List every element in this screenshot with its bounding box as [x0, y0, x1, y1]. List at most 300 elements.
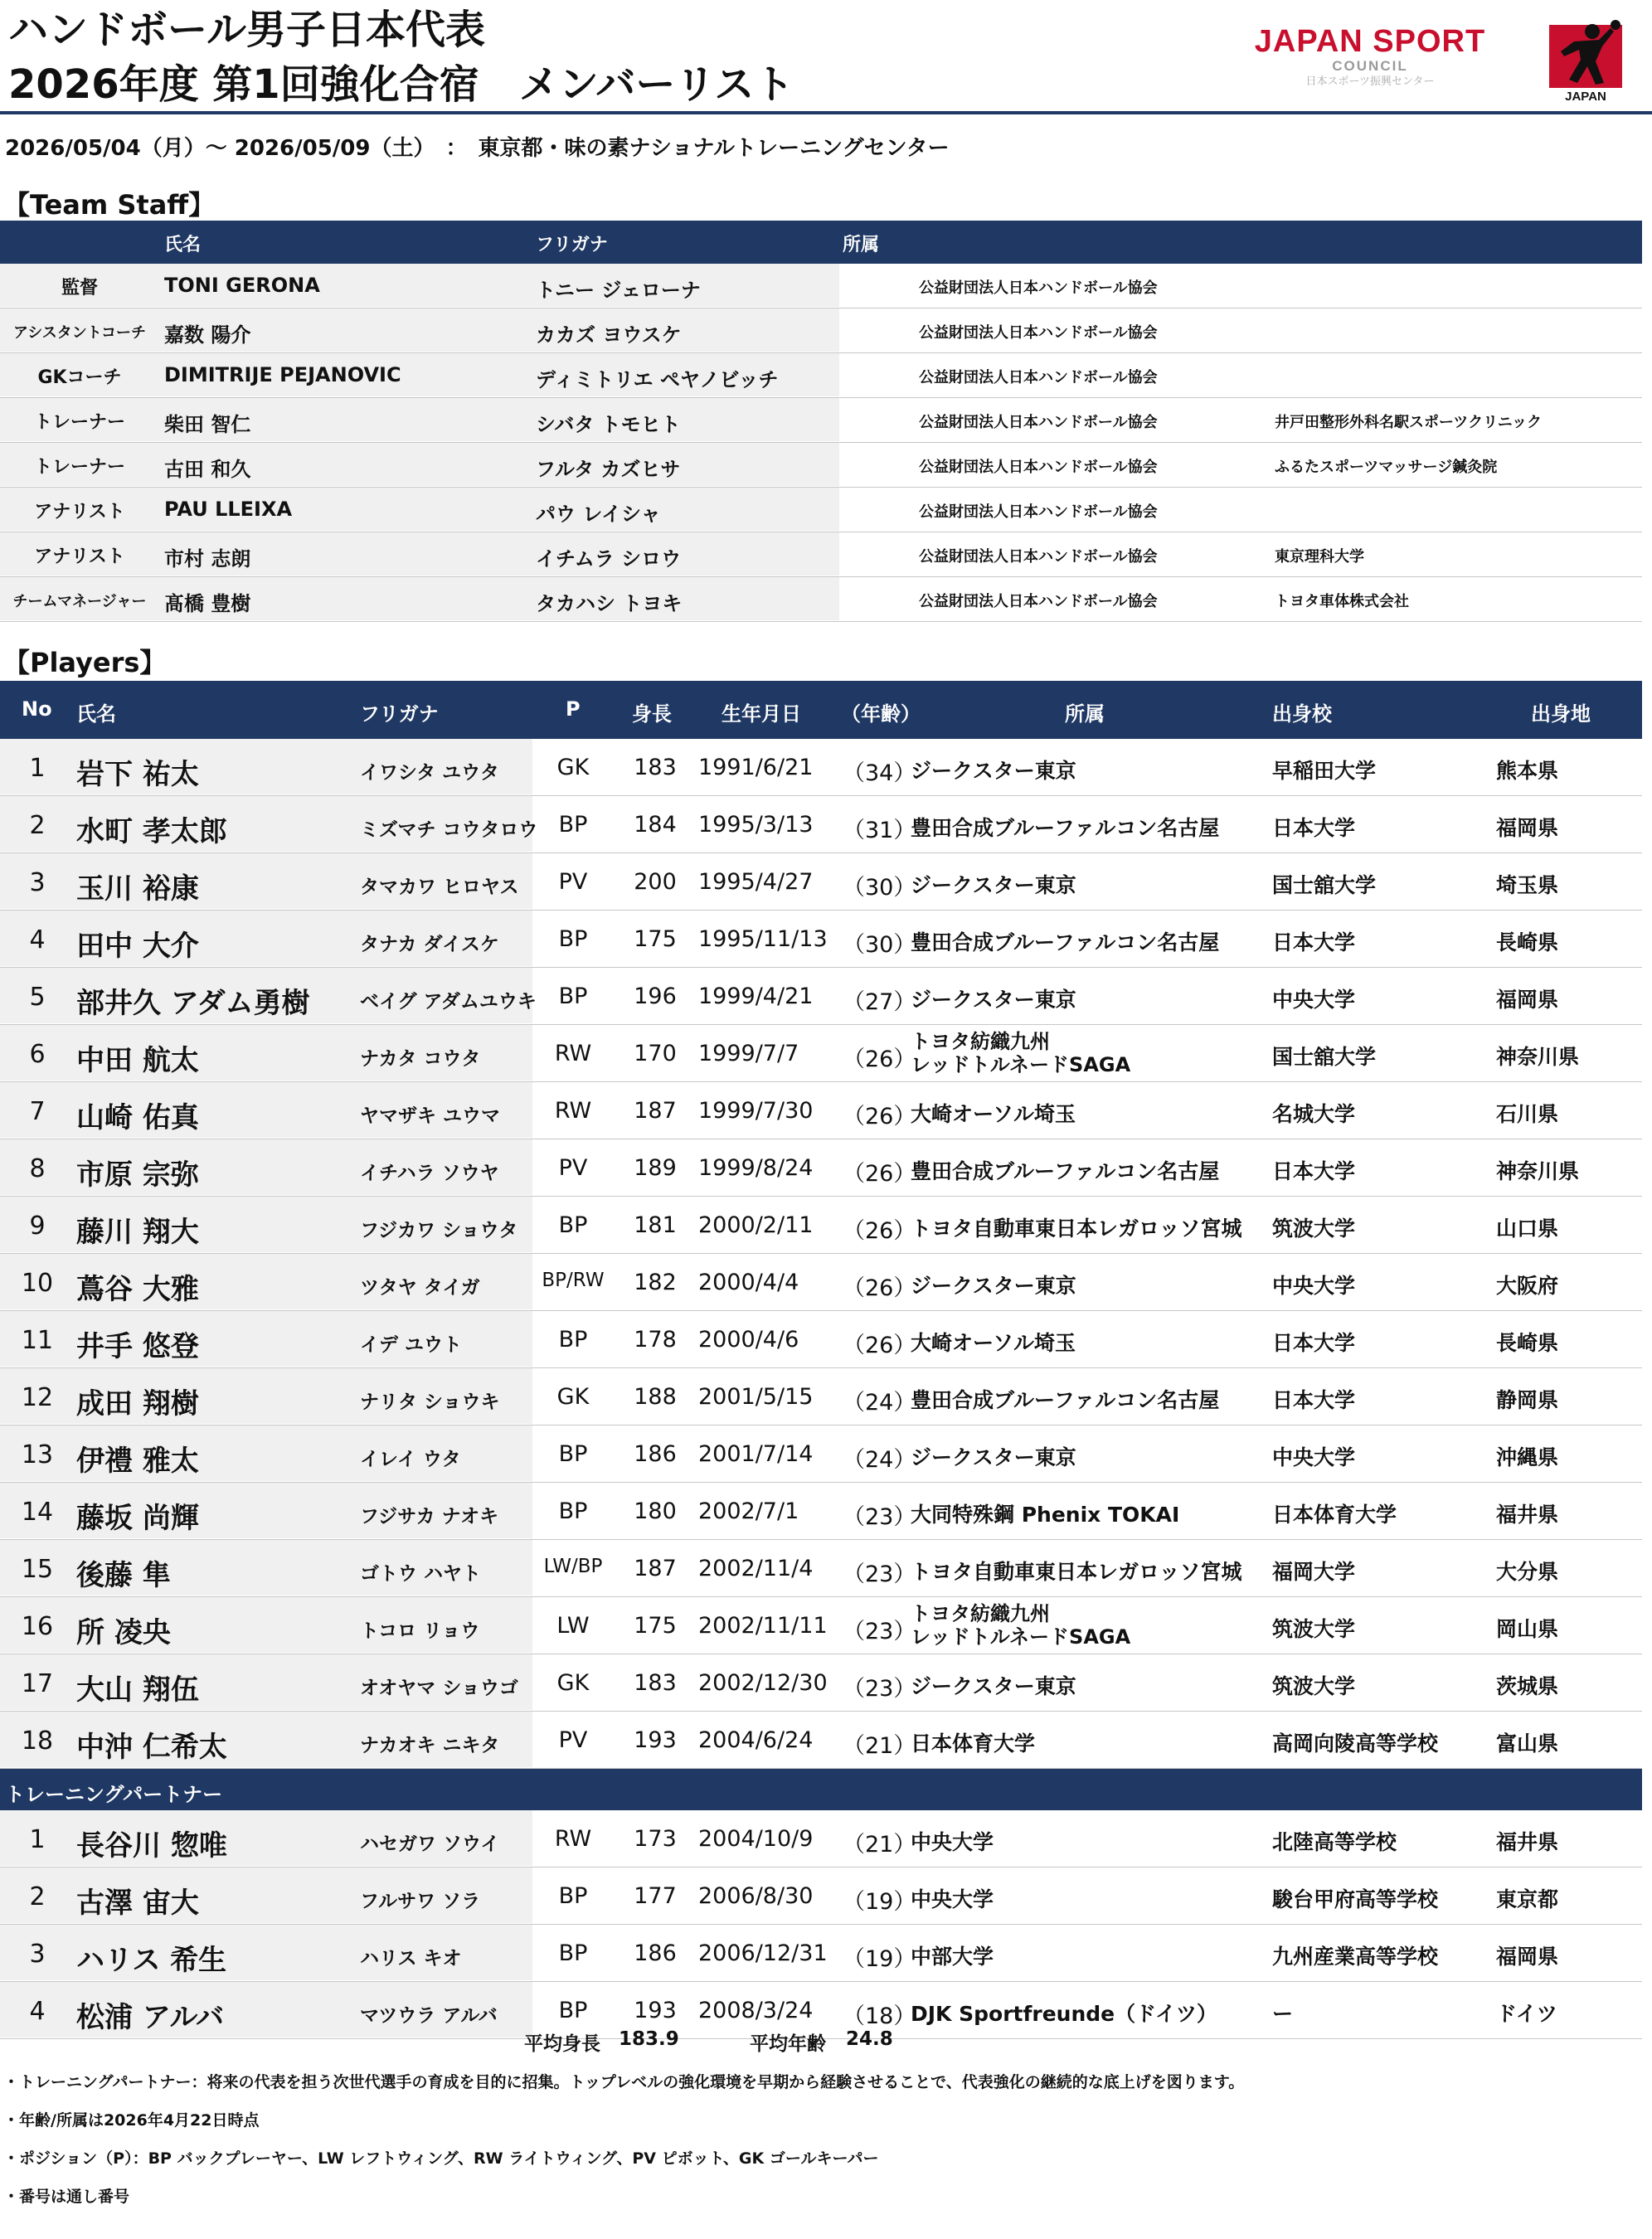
player-school: 日本大学: [1272, 930, 1356, 954]
player-name: 山崎 佑真: [76, 1101, 199, 1134]
player-row: [0, 1925, 1642, 1982]
player-row: [0, 739, 1642, 796]
player-position: RW: [554, 1826, 592, 1852]
player-hometown: 静岡県: [1496, 1388, 1559, 1412]
player-club: 日本体育大学: [911, 1731, 1036, 1756]
staff-role: トレーナー: [33, 412, 125, 433]
player-position: BP: [558, 1998, 588, 2023]
player-name: 蔦谷 大雅: [76, 1273, 199, 1306]
player-hometown: 東京都: [1496, 1887, 1559, 1911]
federation-logo: [1543, 12, 1629, 103]
player-age: （24）: [843, 1447, 916, 1473]
player-height: 173: [634, 1826, 677, 1852]
player-name: 玉川 裕康: [76, 872, 199, 906]
player-dob: 2004/6/24: [698, 1727, 814, 1753]
player-height: 170: [634, 1041, 677, 1066]
player-row: [0, 1025, 1642, 1082]
player-school: 筑波大学: [1272, 1617, 1356, 1641]
player-number: 7: [29, 1097, 46, 1126]
staff-affiliation: 公益財団法人日本ハンドボール協会: [919, 459, 1158, 476]
player-position: BP: [558, 1883, 588, 1909]
player-age: （31）: [843, 818, 916, 843]
staff-table-header: [0, 221, 1642, 264]
player-hometown: 埼玉県: [1496, 873, 1559, 897]
player-position: BP/RW: [542, 1270, 605, 1291]
player-position: BP: [558, 984, 588, 1009]
player-row: [0, 1311, 1642, 1368]
player-position: RW: [554, 1041, 592, 1066]
player-number: 4: [29, 1997, 46, 2026]
player-age: （26）: [843, 1047, 916, 1072]
staff-affiliation-2: トヨタ車体株式会社: [1275, 593, 1409, 610]
player-school: 日本大学: [1272, 816, 1356, 840]
player-number: 13: [21, 1440, 54, 1469]
staff-name: TONI GERONA: [164, 274, 320, 297]
player-school: 日本大学: [1272, 1331, 1356, 1355]
player-hometown: 福井県: [1496, 1830, 1559, 1854]
training-partner-rows: [0, 1810, 1642, 2039]
player-dob: 2001/7/14: [698, 1441, 814, 1467]
player-club: 豊田合成ブルーファルコン名古屋: [911, 1388, 1220, 1412]
player-height: 175: [634, 1613, 677, 1639]
staff-affiliation-2: 東京理科大学: [1275, 548, 1364, 566]
player-row: [0, 1425, 1642, 1483]
player-number: 12: [21, 1383, 54, 1412]
player-name: 長谷川 惣唯: [76, 1829, 227, 1863]
player-number: 9: [29, 1212, 46, 1241]
player-dob: 1999/4/21: [698, 984, 814, 1009]
player-age: （30）: [843, 932, 916, 958]
player-school: ー: [1272, 2002, 1294, 2026]
player-hometown: 熊本県: [1496, 759, 1559, 783]
player-position: BP: [558, 1940, 588, 1966]
player-school: 国士舘大学: [1272, 1045, 1377, 1069]
header-no: No: [22, 697, 52, 721]
player-row: [0, 1254, 1642, 1311]
player-school: 名城大学: [1272, 1102, 1356, 1126]
player-kana: イワシタ ユウタ: [360, 762, 499, 784]
header-name: 氏名: [76, 702, 116, 726]
player-dob: 1999/8/24: [698, 1155, 814, 1181]
staff-row: [0, 488, 1642, 532]
player-club: ジークスター東京: [911, 1674, 1076, 1698]
player-dob: 2002/7/1: [698, 1498, 799, 1524]
player-name: 部井久 アダム勇樹: [76, 987, 310, 1020]
jsc-logo-main: JAPAN SPORT: [1254, 24, 1486, 59]
player-position: GK: [556, 1384, 590, 1410]
player-number: 4: [29, 925, 46, 954]
player-dob: 2001/5/15: [698, 1384, 814, 1410]
header-height: 身長: [632, 702, 672, 726]
handball-player-icon: [1549, 12, 1622, 88]
player-club: ジークスター東京: [911, 988, 1076, 1012]
player-dob: 2002/12/30: [698, 1670, 828, 1696]
player-height: 184: [634, 812, 677, 838]
player-dob: 1995/4/27: [698, 869, 814, 895]
staff-kana: トニー ジェローナ: [536, 279, 701, 302]
player-name: ハリス 希生: [76, 1944, 227, 1977]
player-club: DJK Sportfreunde（ドイツ）: [911, 2002, 1217, 2026]
player-age: （26）: [843, 1104, 916, 1129]
header-club: 所属: [1065, 702, 1105, 726]
player-kana: フジカワ ショウタ: [360, 1220, 518, 1241]
players-table: [0, 681, 1642, 2039]
player-kana: イチハラ ソウヤ: [360, 1163, 499, 1184]
player-school: 北陸高等学校: [1272, 1830, 1397, 1854]
player-number: 1: [29, 754, 46, 783]
player-club: 豊田合成ブルーファルコン名古屋: [911, 930, 1220, 954]
player-row: [0, 968, 1642, 1025]
player-hometown: 福岡県: [1496, 1945, 1559, 1969]
players-section-title: 【Players】: [3, 647, 167, 678]
staff-kana: パウ レイシャ: [536, 503, 661, 526]
player-height: 196: [634, 984, 677, 1009]
staff-name: 髙橋 豊樹: [164, 592, 251, 615]
player-row: [0, 1368, 1642, 1425]
player-club: ジークスター東京: [911, 759, 1076, 783]
player-dob: 1995/11/13: [698, 926, 828, 952]
staff-affiliation: 公益財団法人日本ハンドボール協会: [919, 593, 1158, 610]
player-position: BP: [558, 1498, 588, 1524]
note-training-partner: ・トレーニングパートナー：将来の代表を担う次世代選手の育成を目的に招集。トップレベルの強化環境を早期から経験させることで、代表強化の継続的な底上げを図ります。: [3, 2073, 1245, 2091]
player-height: 193: [634, 1727, 677, 1753]
player-name: 中沖 仁希太: [76, 1731, 227, 1764]
player-number: 16: [21, 1612, 54, 1641]
player-age: （23）: [843, 1619, 916, 1644]
player-number: 17: [21, 1669, 54, 1698]
player-height: 186: [634, 1940, 677, 1966]
player-school: 筑波大学: [1272, 1217, 1356, 1241]
player-school: 国士舘大学: [1272, 873, 1377, 897]
player-rows: [0, 739, 1642, 1769]
player-position: GK: [556, 755, 590, 780]
player-number: 3: [29, 868, 46, 897]
player-position: BP: [558, 1441, 588, 1467]
player-position: BP: [558, 1327, 588, 1353]
player-height: 186: [634, 1441, 677, 1467]
avg-age-value: 24.8: [846, 2028, 893, 2050]
player-kana: ミズマチ コウタロウ: [360, 819, 538, 841]
player-row: [0, 1483, 1642, 1540]
header-position: P: [566, 697, 581, 721]
player-height: 187: [634, 1098, 677, 1124]
player-hometown: 長崎県: [1496, 1331, 1559, 1355]
staff-kana: イチムラ シロウ: [536, 547, 682, 571]
player-name: 古澤 宙大: [76, 1887, 199, 1920]
staff-header-affiliation: 所属: [843, 235, 880, 255]
staff-name: PAU LLEIXA: [164, 498, 293, 521]
staff-kana: フルタ カズヒサ: [536, 458, 681, 481]
player-name: 岩下 祐太: [76, 758, 199, 791]
player-kana: ハセガワ ソウイ: [360, 1833, 500, 1855]
player-number: 8: [29, 1154, 46, 1183]
player-position: BP: [558, 812, 588, 838]
staff-header-kana: フリガナ: [536, 235, 608, 255]
player-row: [0, 1597, 1642, 1654]
player-club: トヨタ自動車東日本レガロッソ宮城: [911, 1560, 1242, 1584]
player-position: PV: [558, 1727, 588, 1753]
staff-affiliation-2: ふるたスポーツマッサージ鍼灸院: [1275, 459, 1498, 476]
header-kana: フリガナ: [360, 702, 439, 726]
player-kana: ベイグ アダムユウキ: [360, 991, 537, 1013]
player-number: 3: [29, 1940, 46, 1969]
player-name: 市原 宗弥: [76, 1158, 199, 1192]
player-name: 成田 翔樹: [76, 1387, 199, 1421]
player-school: 早稲田大学: [1272, 759, 1377, 783]
player-height: 182: [634, 1270, 677, 1295]
staff-affiliation: 公益財団法人日本ハンドボール協会: [919, 414, 1158, 431]
player-club: トヨタ紡織九州 レッドトルネードSAGA: [911, 1030, 1131, 1076]
header-dob: 生年月日: [722, 702, 801, 726]
jsc-logo-sub: COUNCIL: [1332, 58, 1408, 74]
staff-affiliation: 公益財団法人日本ハンドボール協会: [919, 548, 1158, 566]
player-age: （23）: [843, 1504, 916, 1530]
player-club: 中部大学: [911, 1945, 994, 1969]
staff-row: [0, 532, 1642, 577]
footnotes: [3, 2070, 1244, 2222]
staff-role: アナリスト: [34, 546, 125, 567]
player-kana: イレイ ウタ: [360, 1449, 461, 1470]
staff-header-name: 氏名: [164, 235, 202, 255]
player-hometown: 大分県: [1496, 1560, 1559, 1584]
player-school: 駿台甲府高等学校: [1272, 1887, 1439, 1911]
training-partner-band: [0, 1769, 1642, 1810]
player-hometown: 神奈川県: [1496, 1159, 1580, 1183]
player-age: （18）: [843, 2003, 916, 2029]
player-height: 177: [634, 1883, 677, 1909]
player-row: [0, 1139, 1642, 1197]
player-school: 日本体育大学: [1272, 1503, 1397, 1527]
player-height: 193: [634, 1998, 677, 2023]
player-school: 高岡向陵高等学校: [1272, 1731, 1439, 1756]
player-height: 187: [634, 1556, 677, 1581]
player-age: （19）: [843, 1889, 916, 1915]
player-dob: 2006/12/31: [698, 1940, 828, 1966]
player-row: [0, 1654, 1642, 1712]
player-kana: マツウラ アルバ: [360, 2005, 498, 2027]
player-club: 中央大学: [911, 1830, 994, 1854]
player-position: PV: [558, 869, 588, 895]
player-height: 188: [634, 1384, 677, 1410]
player-kana: ナカオキ ニキタ: [360, 1735, 500, 1756]
player-age: （30）: [843, 875, 916, 901]
player-age: （26）: [843, 1275, 916, 1301]
player-number: 15: [21, 1555, 54, 1584]
player-club: 中央大学: [911, 1887, 994, 1911]
staff-name: 嘉数 陽介: [164, 323, 251, 347]
player-kana: ハリス キオ: [360, 1948, 462, 1969]
player-name: 大山 翔伍: [76, 1673, 199, 1707]
player-age: （26）: [843, 1161, 916, 1187]
player-club: トヨタ紡織九州 レッドトルネードSAGA: [911, 1602, 1131, 1649]
player-height: 181: [634, 1212, 677, 1238]
averages-row: [0, 2018, 1642, 2060]
player-hometown: 福岡県: [1496, 816, 1559, 840]
player-number: 5: [29, 983, 46, 1012]
player-number: 11: [21, 1326, 54, 1355]
player-kana: ナカタ コウタ: [360, 1048, 481, 1070]
player-number: 2: [29, 1882, 46, 1911]
player-club: 大崎オーソル埼玉: [911, 1331, 1076, 1355]
staff-name: DIMITRIJE PEJANOVIC: [164, 363, 401, 386]
player-hometown: 福岡県: [1496, 988, 1559, 1012]
player-name: 田中 大介: [76, 930, 199, 963]
player-school: 中央大学: [1272, 1445, 1356, 1469]
player-name: 松浦 アルバ: [76, 2001, 225, 2034]
jsc-logo: [1254, 25, 1486, 90]
player-row: [0, 1867, 1642, 1925]
player-hometown: 富山県: [1496, 1731, 1559, 1756]
player-dob: 2000/2/11: [698, 1212, 814, 1238]
player-dob: 2000/4/6: [698, 1327, 799, 1353]
player-age: （34）: [843, 760, 916, 786]
player-row: [0, 1712, 1642, 1769]
player-row: [0, 911, 1642, 968]
player-number: 2: [29, 811, 46, 840]
player-school: 筑波大学: [1272, 1674, 1356, 1698]
player-kana: フジサカ ナオキ: [360, 1506, 499, 1527]
staff-role: アシスタントコーチ: [12, 324, 147, 342]
player-club: ジークスター東京: [911, 873, 1076, 897]
player-dob: 2006/8/30: [698, 1883, 814, 1909]
staff-row: [0, 398, 1642, 443]
player-name: 伊禮 雅太: [76, 1445, 199, 1478]
staff-affiliation: 公益財団法人日本ハンドボール協会: [919, 503, 1158, 521]
player-hometown: 沖縄県: [1496, 1445, 1559, 1469]
player-kana: タナカ ダイスケ: [360, 934, 499, 955]
staff-table: [0, 221, 1642, 622]
header-school: 出身校: [1272, 702, 1332, 726]
player-club: 豊田合成ブルーファルコン名古屋: [911, 1159, 1220, 1183]
note-positions: ・ポジション（P）：BP バックプレーヤー、LW レフトウィング、RW ライトウィング、PV ピボット、GK ゴールキーパー: [3, 2149, 879, 2168]
player-dob: 1991/6/21: [698, 755, 814, 780]
player-age: （19）: [843, 1946, 916, 1972]
player-dob: 1999/7/7: [698, 1041, 799, 1066]
player-position: LW: [556, 1613, 590, 1639]
page-subtitle: 2026年度 第1回強化合宿 メンバーリスト: [8, 61, 794, 108]
avg-height-label: 平均身長: [524, 2033, 600, 2055]
player-position: BP: [558, 926, 588, 952]
staff-role: トレーナー: [33, 457, 125, 478]
players-table-header: [0, 681, 1642, 739]
player-club: 豊田合成ブルーファルコン名古屋: [911, 816, 1220, 840]
staff-kana: タカハシ トヨキ: [536, 592, 683, 615]
player-number: 6: [29, 1040, 46, 1069]
staff-name: 柴田 智仁: [164, 413, 251, 436]
player-school: 中央大学: [1272, 988, 1356, 1012]
player-dob: 1995/3/13: [698, 812, 814, 838]
player-school: 日本大学: [1272, 1388, 1356, 1412]
player-kana: オオヤマ ショウゴ: [360, 1678, 518, 1699]
player-dob: 2008/3/24: [698, 1998, 814, 2023]
player-dob: 2002/11/4: [698, 1556, 814, 1581]
player-age: （21）: [843, 1733, 916, 1759]
player-name: 中田 航太: [76, 1044, 199, 1077]
player-height: 178: [634, 1327, 677, 1353]
staff-kana: シバタ トモヒト: [536, 413, 681, 436]
player-kana: トコロ リョウ: [360, 1620, 480, 1642]
player-age: （23）: [843, 1561, 916, 1587]
staff-affiliation-2: 井戸田整形外科名駅スポーツクリニック: [1275, 414, 1543, 431]
player-height: 175: [634, 926, 677, 952]
player-school: 九州産業高等学校: [1272, 1945, 1439, 1969]
player-age: （21）: [843, 1832, 916, 1858]
player-kana: ヤマザキ ユウマ: [360, 1105, 501, 1127]
player-kana: フルサワ ソラ: [360, 1891, 481, 1912]
player-hometown: 神奈川県: [1496, 1045, 1580, 1069]
player-number: 1: [29, 1825, 46, 1854]
player-club: ジークスター東京: [911, 1274, 1076, 1298]
staff-role: アナリスト: [34, 502, 125, 522]
player-row: [0, 1810, 1642, 1867]
player-name: 所 凌央: [76, 1616, 171, 1649]
player-club: ジークスター東京: [911, 1445, 1076, 1469]
staff-row: [0, 577, 1642, 622]
player-age: （23）: [843, 1676, 916, 1702]
player-name: 藤川 翔大: [76, 1216, 199, 1249]
page-title: ハンドボール男子日本代表: [8, 7, 486, 53]
player-hometown: 山口県: [1496, 1217, 1559, 1241]
player-hometown: 茨城県: [1496, 1674, 1559, 1698]
player-dob: 2004/10/9: [698, 1826, 814, 1852]
player-height: 180: [634, 1498, 677, 1524]
player-kana: ゴトウ ハヤト: [360, 1563, 482, 1585]
federation-logo-text: JAPAN: [1565, 90, 1606, 104]
player-school: 日本大学: [1272, 1159, 1356, 1183]
player-hometown: 石川県: [1496, 1102, 1559, 1126]
training-partner-label: トレーニングパートナー: [5, 1783, 223, 1806]
player-kana: ナリタ ショウキ: [360, 1391, 500, 1413]
player-age: （24）: [843, 1390, 916, 1416]
player-height: 189: [634, 1155, 677, 1181]
staff-role: チームマネージャー: [12, 593, 147, 610]
player-row: [0, 853, 1642, 911]
note-numbering: ・番号は通し番号: [3, 2188, 130, 2206]
player-number: 18: [21, 1727, 54, 1756]
player-hometown: 福井県: [1496, 1503, 1559, 1527]
staff-affiliation: 公益財団法人日本ハンドボール協会: [919, 369, 1158, 386]
note-as-of-date: ・年齢/所属は2026年4月22日時点: [3, 2111, 260, 2130]
camp-dates-venue: 2026/05/04（月）～ 2026/05/09（土） ： 東京都・味の素ナショナルトレーニングセンター: [5, 136, 950, 161]
player-name: 水町 孝太郎: [76, 815, 227, 848]
player-club: トヨタ自動車東日本レガロッソ宮城: [911, 1217, 1242, 1241]
player-hometown: 長崎県: [1496, 930, 1559, 954]
staff-role: GKコーチ: [37, 367, 122, 388]
player-kana: イデ ユウト: [360, 1334, 463, 1356]
staff-row: [0, 443, 1642, 488]
header-divider: [0, 111, 1652, 114]
player-name: 藤坂 尚輝: [76, 1502, 199, 1535]
avg-height-value: 183.9: [619, 2028, 679, 2050]
player-position: LW/BP: [543, 1556, 603, 1577]
player-school: 福岡大学: [1272, 1560, 1356, 1584]
staff-row: [0, 308, 1642, 353]
staff-role: 監督: [61, 278, 98, 299]
player-row: [0, 1082, 1642, 1139]
player-school: 中央大学: [1272, 1274, 1356, 1298]
staff-kana: ディミトリエ ペヤノビッチ: [536, 368, 779, 391]
player-club: 大同特殊鋼 Phenix TOKAI: [911, 1503, 1180, 1527]
player-kana: ツタヤ タイガ: [360, 1277, 480, 1299]
jsc-logo-jp: 日本スポーツ振興センター: [1305, 75, 1435, 88]
player-kana: タマカワ ヒロヤス: [360, 877, 519, 898]
player-position: GK: [556, 1670, 590, 1696]
staff-section-title: 【Team Staff】: [3, 189, 216, 221]
player-row: [0, 1197, 1642, 1254]
player-height: 200: [634, 869, 677, 895]
player-number: 10: [21, 1269, 54, 1298]
player-hometown: 大阪府: [1496, 1274, 1559, 1298]
